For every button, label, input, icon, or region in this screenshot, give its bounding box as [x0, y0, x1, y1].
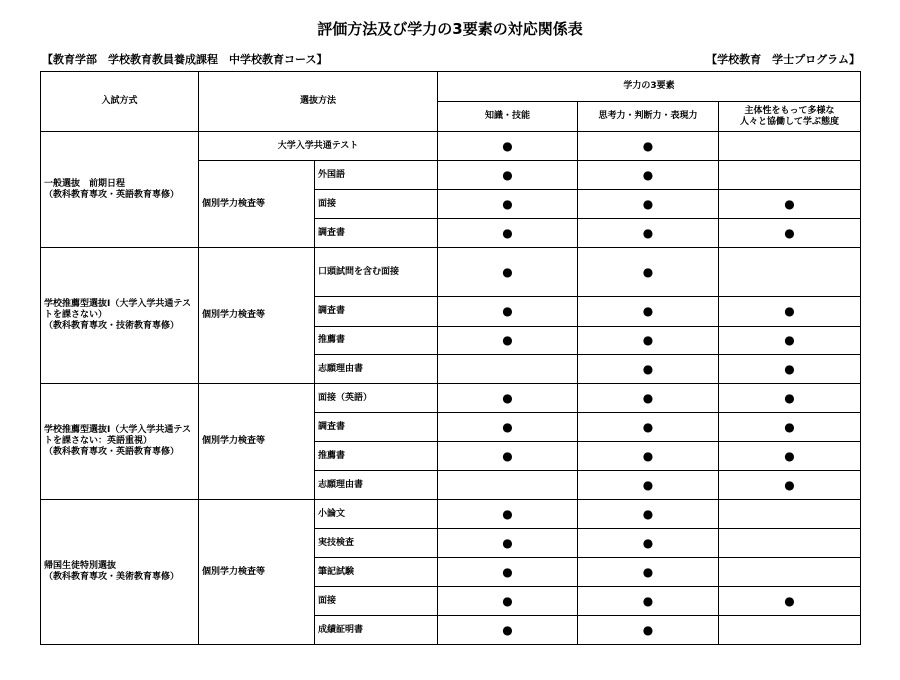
- method-item: 実技検査: [315, 529, 438, 558]
- selection-group: 個別学力検査等: [199, 384, 315, 500]
- method-item: 小論文: [315, 500, 438, 529]
- method-item: 成績証明書: [315, 616, 438, 645]
- admission-category: 帰国生徒特別選抜 （教科教育専攻・美術教育専修）: [41, 500, 199, 645]
- mark-cell: ●: [438, 327, 578, 355]
- header-thinking-judgment: 思考力・判断力・表現力: [578, 102, 719, 132]
- mark-cell: ●: [438, 558, 578, 587]
- mark-cell: ●: [578, 219, 719, 248]
- table-row: [41, 248, 861, 297]
- mark-cell: ●: [578, 587, 719, 616]
- admission-category: 学校推薦型選抜Ⅰ（大学入学共通テストを課さない：英語重視） （教科教育専攻・英語教育専修）: [41, 384, 199, 500]
- mark-cell: ●: [578, 384, 719, 413]
- mark-cell: ●: [578, 529, 719, 558]
- mark-cell: [719, 500, 861, 529]
- method-item: 調査書: [315, 297, 438, 327]
- mark-cell: ●: [719, 442, 861, 471]
- method-item: 志願理由書: [315, 471, 438, 500]
- mark-cell: ●: [578, 355, 719, 384]
- admission-category: 一般選抜 前期日程 （教科教育専攻・英語教育専修）: [41, 132, 199, 248]
- selection-group: 個別学力検査等: [199, 161, 315, 248]
- common-test-label: 大学入学共通テスト: [199, 132, 438, 161]
- mark-cell: ●: [578, 132, 719, 161]
- mark-cell: ●: [438, 219, 578, 248]
- mark-cell: ●: [719, 384, 861, 413]
- mark-cell: [719, 529, 861, 558]
- mark-cell: [438, 355, 578, 384]
- method-item: 調査書: [315, 413, 438, 442]
- mark-cell: ●: [578, 442, 719, 471]
- table-row: [41, 132, 861, 161]
- table-row: [41, 384, 861, 413]
- mark-cell: ●: [438, 529, 578, 558]
- mark-cell: ●: [438, 413, 578, 442]
- admission-category: 学校推薦型選抜Ⅰ（大学入学共通テストを課さない） （教科教育専攻・技術教育専修）: [41, 248, 199, 384]
- mark-cell: ●: [438, 587, 578, 616]
- mark-cell: ●: [719, 355, 861, 384]
- mark-cell: ●: [438, 500, 578, 529]
- mark-cell: ●: [578, 297, 719, 327]
- evaluation-table: [40, 71, 861, 645]
- mark-cell: ●: [578, 471, 719, 500]
- method-item: 推薦書: [315, 442, 438, 471]
- header-selection-method: 選抜方法: [199, 72, 438, 132]
- mark-cell: ●: [578, 327, 719, 355]
- mark-cell: [719, 248, 861, 297]
- header-admission-method: 入試方式: [41, 72, 199, 132]
- mark-cell: ●: [438, 442, 578, 471]
- mark-cell: ●: [578, 161, 719, 190]
- mark-cell: [719, 132, 861, 161]
- mark-cell: ●: [719, 327, 861, 355]
- mark-cell: ●: [719, 190, 861, 219]
- course-heading: 【教育学部 学校教育教員養成課程 中学校教育コース】: [42, 53, 328, 66]
- method-item: 外国語: [315, 161, 438, 190]
- mark-cell: ●: [578, 500, 719, 529]
- mark-cell: [719, 558, 861, 587]
- table-row: [41, 500, 861, 529]
- method-item: 口頭試問を含む面接: [315, 248, 438, 297]
- mark-cell: [719, 161, 861, 190]
- mark-cell: ●: [438, 616, 578, 645]
- mark-cell: ●: [719, 297, 861, 327]
- mark-cell: ●: [578, 413, 719, 442]
- mark-cell: ●: [438, 190, 578, 219]
- program-heading: 【学校教育 学士プログラム】: [706, 53, 860, 66]
- method-item: 志願理由書: [315, 355, 438, 384]
- mark-cell: ●: [578, 558, 719, 587]
- method-item: 調査書: [315, 219, 438, 248]
- document-title: 評価方法及び学力の3要素の対応関係表: [317, 20, 583, 38]
- method-item: 面接（英語）: [315, 384, 438, 413]
- mark-cell: ●: [719, 219, 861, 248]
- mark-cell: ●: [578, 190, 719, 219]
- mark-cell: [438, 471, 578, 500]
- header-collaborative-attitude: 主体性をもって多様な 人々と協働して学ぶ態度: [719, 102, 861, 132]
- selection-group: 個別学力検査等: [199, 248, 315, 384]
- mark-cell: ●: [438, 132, 578, 161]
- method-item: 筆記試験: [315, 558, 438, 587]
- method-item: 面接: [315, 587, 438, 616]
- mark-cell: ●: [438, 384, 578, 413]
- mark-cell: ●: [438, 248, 578, 297]
- mark-cell: ●: [719, 471, 861, 500]
- mark-cell: ●: [719, 413, 861, 442]
- mark-cell: ●: [438, 161, 578, 190]
- mark-cell: ●: [438, 297, 578, 327]
- mark-cell: ●: [719, 587, 861, 616]
- mark-cell: [719, 616, 861, 645]
- method-item: 推薦書: [315, 327, 438, 355]
- header-three-elements: 学力の3要素: [438, 72, 861, 102]
- mark-cell: ●: [578, 616, 719, 645]
- mark-cell: ●: [578, 248, 719, 297]
- selection-group: 個別学力検査等: [199, 500, 315, 645]
- header-knowledge-skills: 知識・技能: [438, 102, 578, 132]
- header-row-1: [41, 72, 861, 102]
- method-item: 面接: [315, 190, 438, 219]
